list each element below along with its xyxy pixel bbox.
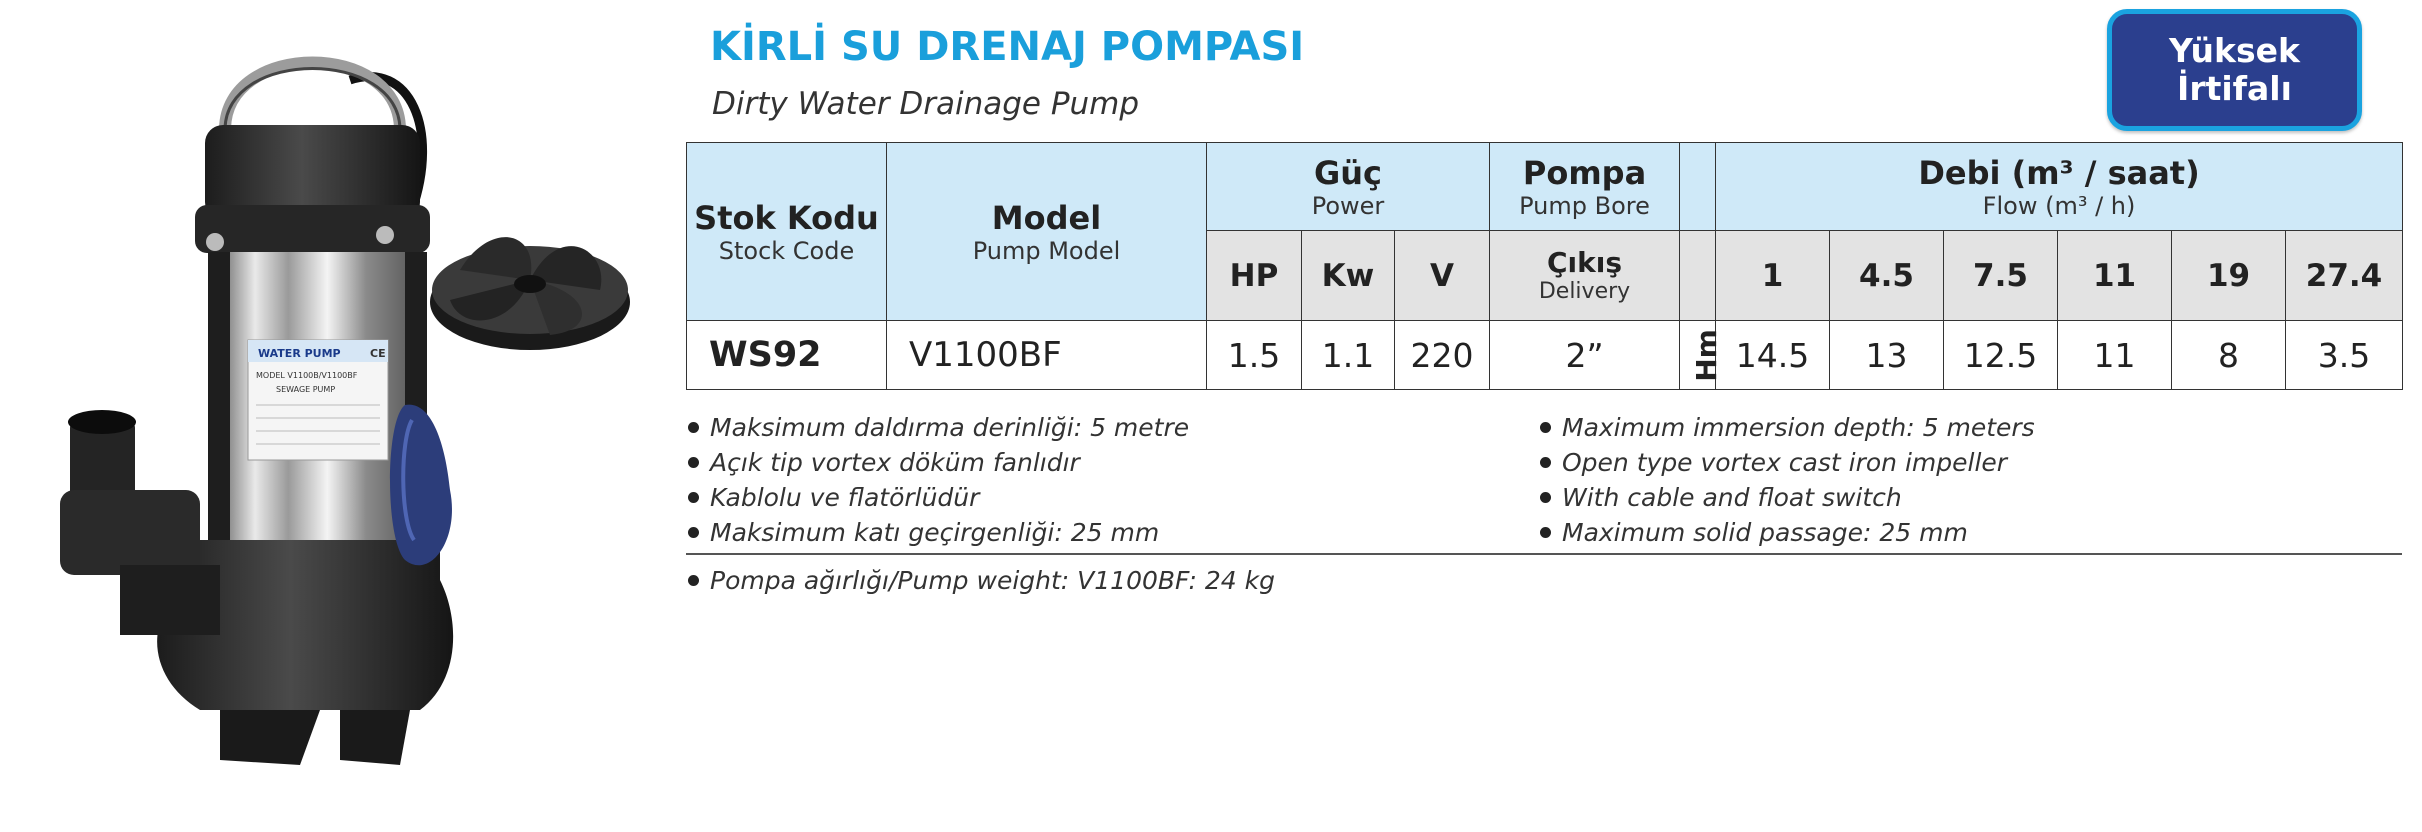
header-spacer-2 [1680,231,1716,321]
cell-hp: 1.5 [1207,321,1302,390]
list-item: With cable and float switch [1540,480,2035,515]
cell-head-2: 13 [1830,321,1944,390]
header-delivery: Çıkış Delivery [1490,231,1680,321]
header-flow-2: 4.5 [1830,231,1944,321]
list-item: Kablolu ve flatörlüdür [688,480,1189,515]
cell-head-4: 11 [2058,321,2172,390]
list-item: Maksimum daldırma derinliği: 5 metre [688,410,1189,445]
header-pump-bore: Pompa Pump Bore [1490,143,1680,231]
header-hp: HP [1207,231,1302,321]
table-row [687,321,2403,390]
cell-volt: 220 [1395,321,1490,390]
float-switch [390,405,452,566]
list-item: Pompa ağırlığı/Pump weight: V1100BF: 24 kg [688,563,1275,598]
cell-stock-code: WS92 [687,321,887,390]
list-item: Open type vortex cast iron impeller [1540,445,2035,480]
header-flow-6: 27.4 [2286,231,2403,321]
header-volt: V [1395,231,1490,321]
cell-head-6: 3.5 [2286,321,2403,390]
header-flow-1: 1 [1716,231,1830,321]
header-stock-code: Stok Kodu Stock Code [687,143,887,321]
header-power: Güç Power [1207,143,1490,231]
list-item: Açık tip vortex döküm fanlıdır [688,445,1189,480]
spec-table [686,142,2403,390]
cell-model: V1100BF [887,321,1207,390]
header-flow-5: 19 [2172,231,2286,321]
page-subtitle: Dirty Water Drainage Pump [712,86,1140,122]
cell-head-5: 8 [2172,321,2286,390]
list-item: Maximum solid passage: 25 mm [1540,515,2035,550]
high-altitude-badge [2107,9,2362,131]
pump-product-image [20,20,680,780]
svg-text:WATER PUMP: WATER PUMP [258,347,341,360]
header-spacer [1680,143,1716,231]
svg-text:CE: CE [370,347,386,360]
badge-line-2: İrtifalı [2177,69,2292,108]
features-list-tr [688,410,1189,550]
svg-text:MODEL V1100B/V1100BF: MODEL V1100B/V1100BF [256,371,358,380]
cell-kw: 1.1 [1302,321,1395,390]
header-flow: Debi (m³ / saat) Flow (m³ / h) [1716,143,2403,231]
svg-text:SEWAGE PUMP: SEWAGE PUMP [276,385,336,394]
divider [686,553,2402,555]
page-title: KİRLİ SU DRENAJ POMPASI [710,24,1305,70]
features-list-en [1540,410,2035,550]
impeller-image [430,237,630,350]
cell-delivery: 2” [1490,321,1680,390]
header-kw: Kw [1302,231,1395,321]
cell-head-1: 14.5 [1716,321,1830,390]
list-item: Maksimum katı geçirgenliği: 25 mm [688,515,1189,550]
cell-head-label: Hm [1680,321,1716,390]
header-flow-4: 11 [2058,231,2172,321]
header-flow-3: 7.5 [1944,231,2058,321]
cell-head-3: 12.5 [1944,321,2058,390]
list-item: Maximum immersion depth: 5 meters [1540,410,2035,445]
header-model: Model Pump Model [887,143,1207,321]
weight-note [688,563,1275,598]
badge-line-1: Yüksek [2169,31,2300,70]
